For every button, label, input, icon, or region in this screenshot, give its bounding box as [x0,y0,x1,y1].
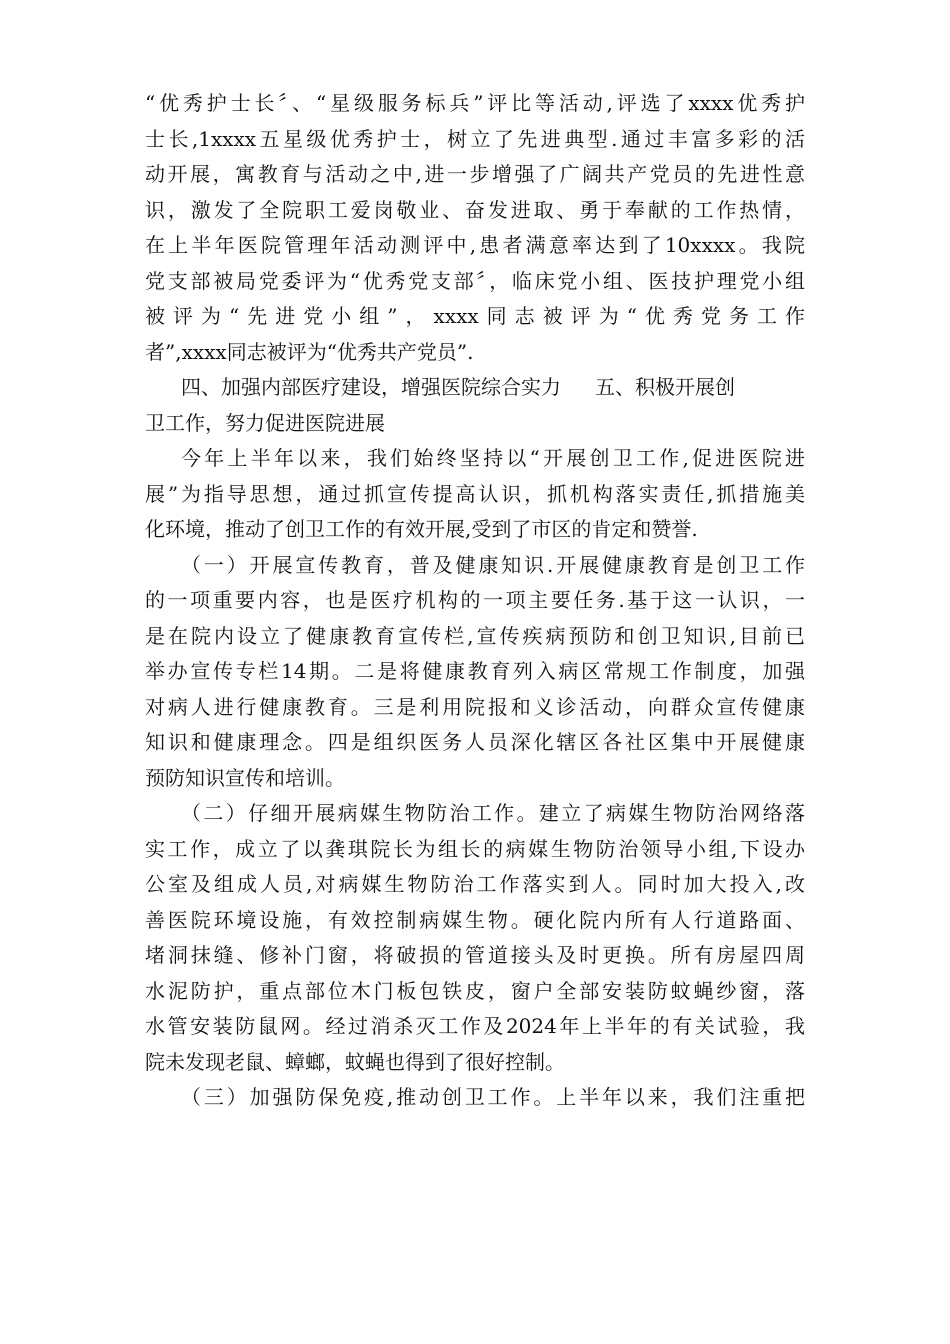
text-line: 化环境，推动了创卫工作的有效开展,受到了市区的肯定和赞誉. [145,517,698,541]
text-line: 是在院内设立了健康教育宣传栏,宣传疾病预防和创卫知识,目前已 [145,623,805,648]
text-line: 卫工作，努力促进医院进展 [145,410,385,435]
text-line: 公室及组成人员,对病媒生物防治工作落实到人。同时加大投入,改 [145,872,805,896]
text-line: 展”为指导思想，通过抓宣传提高认识，抓机构落实责任,抓措施美 [145,481,805,506]
text-line: 预防知识宣传和培训。 [145,765,345,790]
text-line: 知识和健康理念。四是组织医务人员深化辖区各社区集中开展健康 [145,730,805,754]
text-line: 识，激发了全院职工爱岗敬业、奋发进取、勇于奉献的工作热情， [145,197,805,222]
text-line: 实工作，成立了以龚琪院长为组长的病媒生物防治领导小组,下设办 [145,836,805,861]
text-line: 院未发现老鼠、蟑螂，蚊蝇也得到了很好控制。 [145,1049,565,1074]
text-line: 堵洞抹缝、修补门窗，将破损的管道接头及时更换。所有房屋四周 [145,943,805,967]
section-heading-four: 四、加强内部医疗建设，增强医院综合实力 [181,375,561,399]
text-line: （三）加强防保免疫,推动创卫工作。上半年以来，我们注重把 [181,1085,805,1109]
text-line: 水管安装防鼠网。经过消杀灭工作及2024年上半年的有关试验，我 [145,1014,805,1038]
text-line: （二）仔细开展病媒生物防治工作。建立了病媒生物防治网络落 [181,801,805,825]
text-line: 今年上半年以来，我们始终坚持以“开展创卫工作,促进医院进 [181,446,805,470]
section-heading-five: 五、积极开展创 [595,375,735,399]
text-line: 水泥防护，重点部位木门板包铁皮，窗户全部安装防蚊蝇纱窗，落 [145,978,805,1003]
text-line: 被评为“先进党小组”，xxxx同志被评为“优秀党务工作 [145,304,805,328]
text-line: “优秀护士长〞、“星级服务标兵”评比等活动,评选了xxxx优秀护 [145,91,805,115]
text-line: 者”,xxxx同志被评为“优秀共产党员”. [145,339,474,364]
text-line: 善医院环境设施，有效控制病媒生物。硬化院内所有人行道路面、 [145,907,805,932]
text-line: 在上半年医院管理年活动测评中,患者满意率达到了10xxxx。我院 [145,233,805,257]
text-line: （一）开展宣传教育，普及健康知识.开展健康教育是创卫工作 [181,552,805,577]
text-line: 士长,1xxxx五星级优秀护士，树立了先进典型.通过丰富多彩的活 [145,126,805,151]
document-page [145,86,805,1116]
section-heading-line [145,370,805,406]
text-line: 对病人进行健康教育。三是利用院报和义诊活动，向群众宣传健康 [145,694,805,719]
text-line: 党支部被局党委评为“优秀党支部〞，临床党小组、医技护理党小组 [145,268,805,293]
text-line: 举办宣传专栏14期。二是将健康教育列入病区常规工作制度，加强 [145,659,805,683]
text-line: 动开展，寓教育与活动之中,进一步增强了广阔共产党员的先进性意 [145,162,805,186]
text-line: 的一项重要内容，也是医疗机构的一项主要任务.基于这一认识，一 [145,588,805,612]
